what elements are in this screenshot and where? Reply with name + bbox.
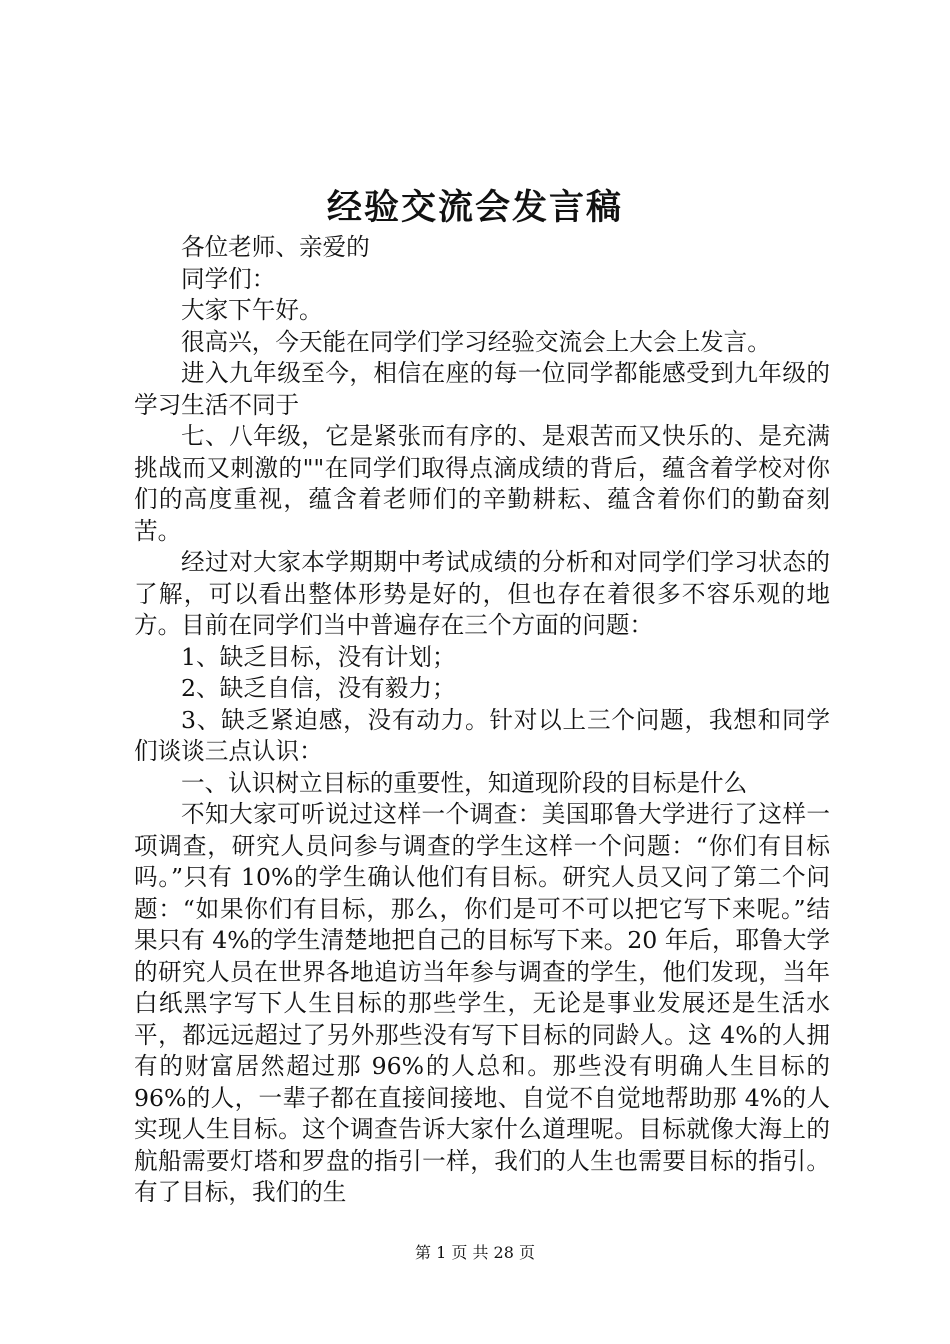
document-body: [134, 232, 830, 1209]
paragraph-grade-nine: 进入九年级至今，相信在座的每一位同学都能感受到九年级的学习生活不同于: [134, 359, 830, 419]
section-heading-1: 一、认识树立目标的重要性，知道现阶段的目标是什么: [181, 768, 748, 797]
paragraph-salutation-cont: 同学们：: [181, 264, 276, 293]
paragraph-analysis: 经过对大家本学期期中考试成绩的分析和对同学们学习状态的了解，可以看出整体形势是好的，但也存在着很多不容乐观的地方。目前在同学们当中普遍存在三个方面的问题：: [134, 548, 830, 639]
paragraph-problem-2: 2、缺乏自信，没有毅力；: [181, 674, 456, 702]
paragraph-grade-seven-eight: 七、八年级，它是紧张而有序的、是艰苦而又快乐的、是充满挑战而又刺激的""在同学们取得点滴成绩的背后，蕴含着学校对你们的高度重视，蕴含着老师们的辛勤耕耘、蕴含着你们的勤奋刻苦。: [134, 422, 830, 545]
paragraph-problem-3: 3、缺乏紧迫感，没有动力。针对以上三个问题，我想和同学们谈谈三点认识：: [134, 705, 830, 765]
document-title: 经验交流会发言稿: [326, 187, 623, 228]
paragraph-greeting: 大家下午好。: [181, 296, 323, 324]
paragraph-problem-1: 1、缺乏目标，没有计划；: [181, 642, 456, 671]
page-footer: 第 1 页 共 28 页: [415, 1243, 535, 1262]
paragraph-yale-survey: 不知大家可听说过这样一个调查：美国耶鲁大学进行了这样一项调查，研究人员问参与调查的学生这样一个问题：“你们有目标吗。”只有 10%的学生确认他们有目标。研究人员又问了第二个问题：“如果你们有目标，那么，你们是可不可以把它写下来呢。”结果只有 4%的学生清楚地把自己的目标写下来。20 年后，耶鲁大学的研究人员在世界各地追访当年参与调查的学生，他们发现，当年白纸黑字写下人生目标的那些学生，无论是事业发展还是生活水平，都远远超过了另外那些没有写下目标的同龄人。这 4%的人拥有的财富居然超过那 96%的人总和。那些没有明确人生目标的 96%的人，一辈子都在直接间接地、自觉不自觉地帮助那 4%的人实现人生目标。这个调查告诉大家什么道理呢。目标就像大海上的航船需要灯塔和罗盘的指引一样，我们的人生也需要目标的指引。有了目标，我们的生: [134, 800, 830, 1206]
paragraph-opening: 很高兴，今天能在同学们学习经验交流会上大会上发言。: [181, 327, 771, 356]
paragraph-salutation: 各位老师、亲爱的: [181, 233, 370, 261]
